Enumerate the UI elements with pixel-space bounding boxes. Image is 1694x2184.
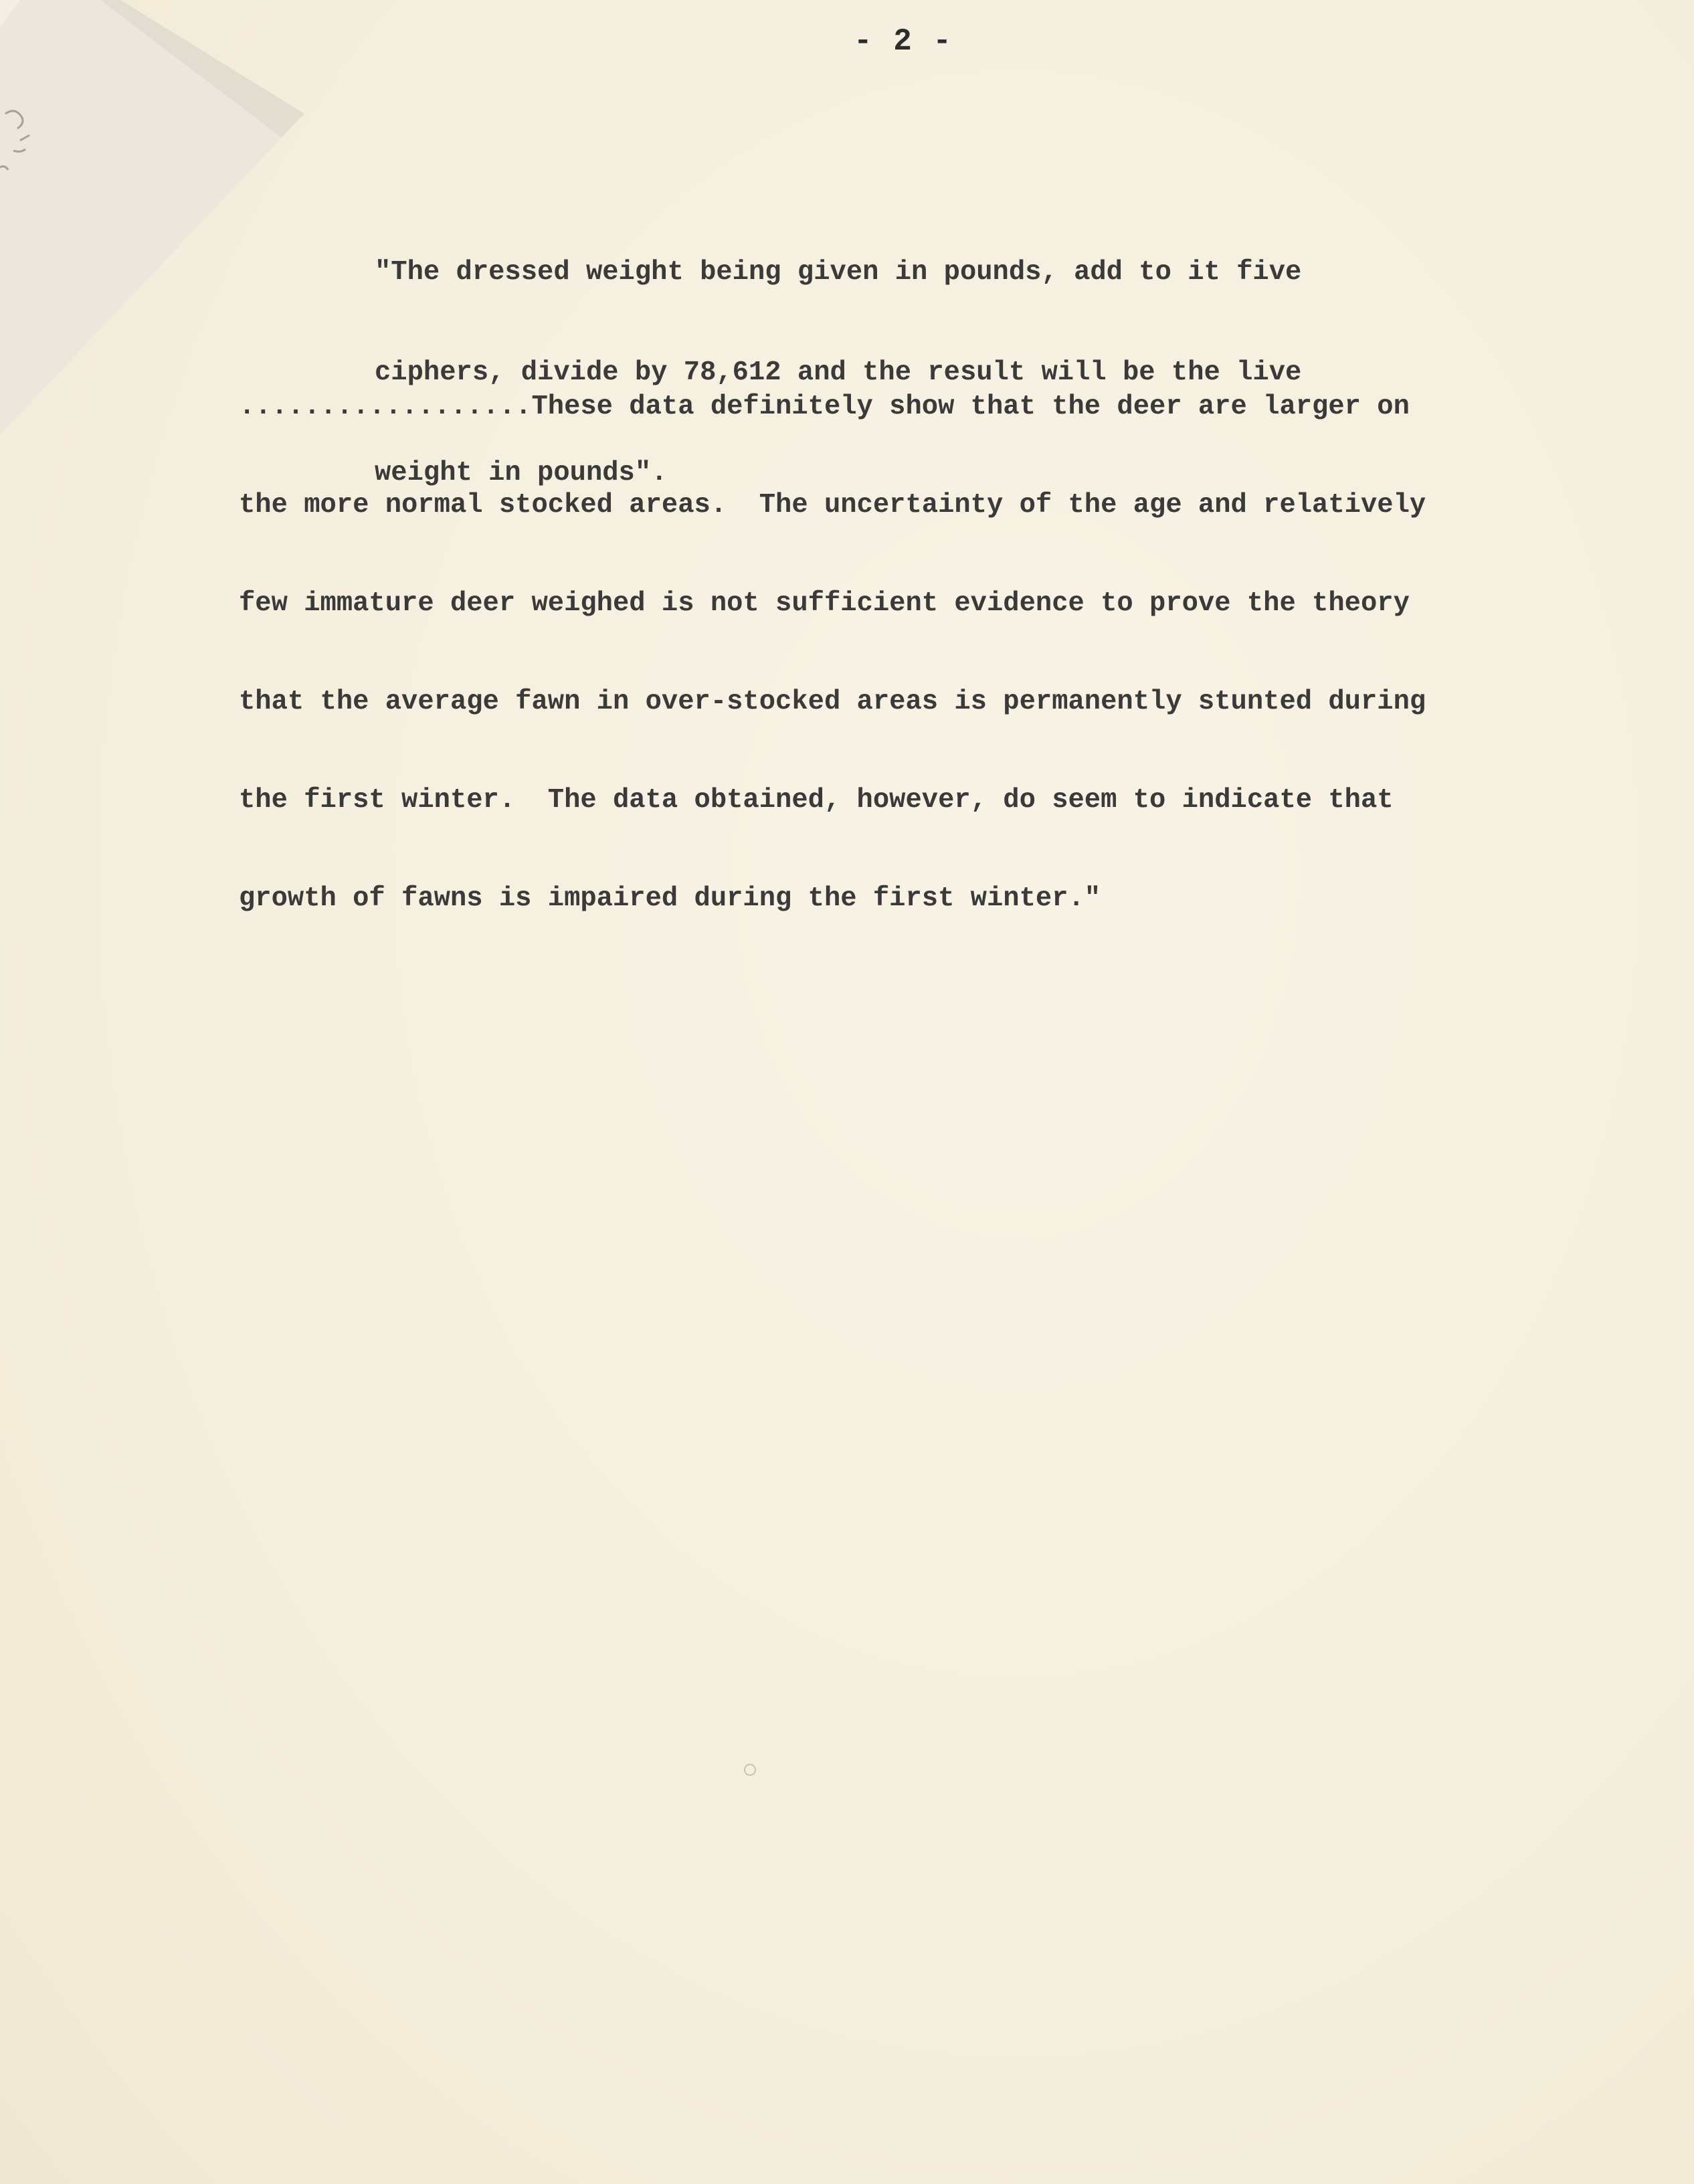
paragraph-line: that the average fawn in over-stocked areas is permanently stunted during bbox=[239, 687, 1426, 717]
paragraph-line: growth of fawns is impaired during the first winter." bbox=[239, 883, 1101, 914]
quote-line: ciphers, divide by 78,612 and the result will be the live bbox=[375, 357, 1302, 388]
quote-line: "The dressed weight being given in pounds, add to it five bbox=[375, 257, 1302, 288]
paragraph-line: ..................These data definitely show that the deer are larger on bbox=[239, 391, 1410, 422]
paper-speck bbox=[744, 1764, 756, 1776]
paragraph-line: few immature deer weighed is not sufficient evidence to prove the theory bbox=[239, 588, 1410, 619]
page-number: - 2 - bbox=[853, 24, 953, 59]
quoted-paragraph bbox=[239, 325, 1483, 981]
quote-line: weight in pounds". bbox=[375, 458, 668, 488]
paragraph-line: the more normal stocked areas. The uncertainty of the age and relatively bbox=[239, 490, 1426, 521]
paragraph-line: the first winter. The data obtained, however, do seem to indicate that bbox=[239, 785, 1394, 816]
